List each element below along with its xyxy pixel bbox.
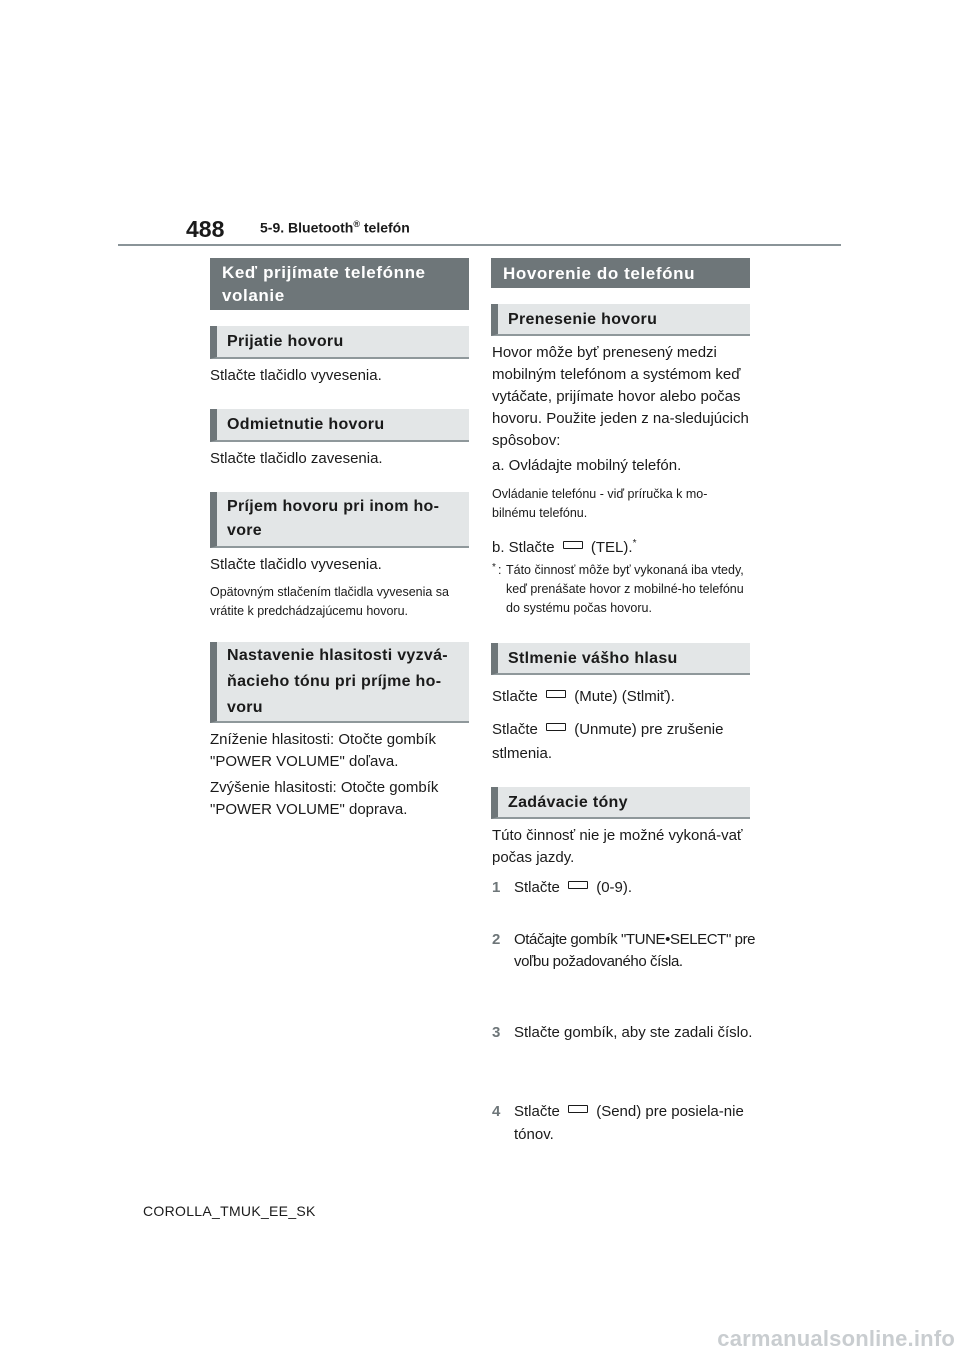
step-1 <box>492 877 772 899</box>
section-title <box>260 219 410 236</box>
footnote-marker: * <box>632 538 637 549</box>
subheading-call-waiting: Príjem hovoru pri inom ho-vore <box>210 492 469 548</box>
transfer-call-text: Hovor môže byť prenesený medzi mobilným telefónom a systémom keď vytáčate, prijímate hovor alebo počas hovoru. Použite jeden z na-sledujúcich spôsobov: <box>492 344 749 449</box>
call-waiting-note: Opätovným stlačením tlačidla vyvesenia sa vrátite k predchádzajúcemu hovoru. <box>210 585 449 618</box>
subheading-ring-volume: Nastavenie hlasitosti vyzvá-ňacieho tónu pri príjme ho-voru <box>210 642 469 723</box>
mute-suffix: (Mute) (Stlmiť). <box>574 688 675 705</box>
step-4-suffix: (Send) pre posiela-nie tónov. <box>514 1103 744 1143</box>
section-prefix: 5-9. Bluetooth <box>260 219 354 236</box>
unmute-button-icon <box>546 723 566 731</box>
footnote-mark: * <box>492 562 496 573</box>
step-4 <box>492 1100 772 1146</box>
tel-button-icon <box>563 541 583 549</box>
transfer-option-a: a. Ovládajte mobilný telefón. <box>492 457 682 474</box>
accept-call-text: Stlačte tlačidlo vyvesenia. <box>210 367 382 384</box>
call-waiting-text: Stlačte tlačidlo vyvesenia. <box>210 556 382 573</box>
footnote-text: Táto činnosť môže byť vykonaná iba vtedy, keď prenášate hovor z mobilné-ho telefónu do systému počas hovoru. <box>506 563 744 615</box>
mute-prefix: Stlačte <box>492 688 538 705</box>
step-3-text: Stlačte gombík, aby ste zadali číslo. <box>514 1024 753 1041</box>
option-b-prefix: b. Stlačte <box>492 539 555 556</box>
document-code: COROLLA_TMUK_EE_SK <box>143 1203 316 1219</box>
digits-button-icon <box>568 881 588 889</box>
main-heading-talking: Hovorenie do telefónu <box>491 258 750 288</box>
step-1-prefix: Stlačte <box>514 879 560 896</box>
volume-decrease-text: Zníženie hlasitosti: Otočte gombík "POWER VOLUME" doľava. <box>210 731 436 770</box>
watermark: carmanualsonline.info <box>717 1326 955 1351</box>
registered-mark: ® <box>353 219 360 229</box>
subheading-dial-tones: Zadávacie tóny <box>491 787 750 819</box>
dial-tones-intro: Túto činnosť nie je možné vykoná-vať počas jazdy. <box>492 827 743 866</box>
step-2-text: Otáčajte gombík "TUNE•SELECT" pre voľbu požadovaného čísla. <box>514 931 756 970</box>
mute-text <box>492 686 750 708</box>
step-4-prefix: Stlačte <box>514 1103 560 1120</box>
section-suffix: telefón <box>359 219 410 236</box>
reject-call-text: Stlačte tlačidlo zavesenia. <box>210 450 383 467</box>
footnote-colon: : <box>498 563 502 577</box>
transfer-footnote <box>492 561 750 618</box>
step-number: 1 <box>492 879 501 896</box>
subheading-reject-call: Odmietnutie hovoru <box>210 409 469 442</box>
step-3 <box>492 1022 772 1044</box>
step-2 <box>492 929 776 973</box>
page-number: 488 <box>186 216 225 242</box>
option-b-suffix: (TEL). <box>590 539 633 556</box>
step-number: 3 <box>492 1024 501 1041</box>
header-divider <box>118 244 841 246</box>
send-button-icon <box>568 1105 588 1113</box>
step-1-suffix: (0-9). <box>596 879 633 896</box>
subheading-transfer-call: Prenesenie hovoru <box>491 304 750 336</box>
volume-increase-text: Zvýšenie hlasitosti: Otočte gombík "POWER VOLUME" doprava. <box>210 779 439 818</box>
unmute-prefix: Stlačte <box>492 721 538 738</box>
transfer-option-b <box>492 533 750 559</box>
unmute-suffix: (Unmute) pre zrušenie stlmenia. <box>492 721 724 762</box>
step-number: 2 <box>492 931 501 948</box>
subheading-accept-call: Prijatie hovoru <box>210 326 469 359</box>
transfer-option-a-note: Ovládanie telefónu - viď príručka k mo-bilnému telefónu. <box>492 487 708 520</box>
main-heading-receiving-call: Keď prijímate telefónne volanie <box>210 258 469 310</box>
unmute-text <box>492 718 750 766</box>
step-number: 4 <box>492 1103 501 1120</box>
subheading-mute: Stlmenie vášho hlasu <box>491 643 750 675</box>
mute-button-icon <box>546 690 566 698</box>
